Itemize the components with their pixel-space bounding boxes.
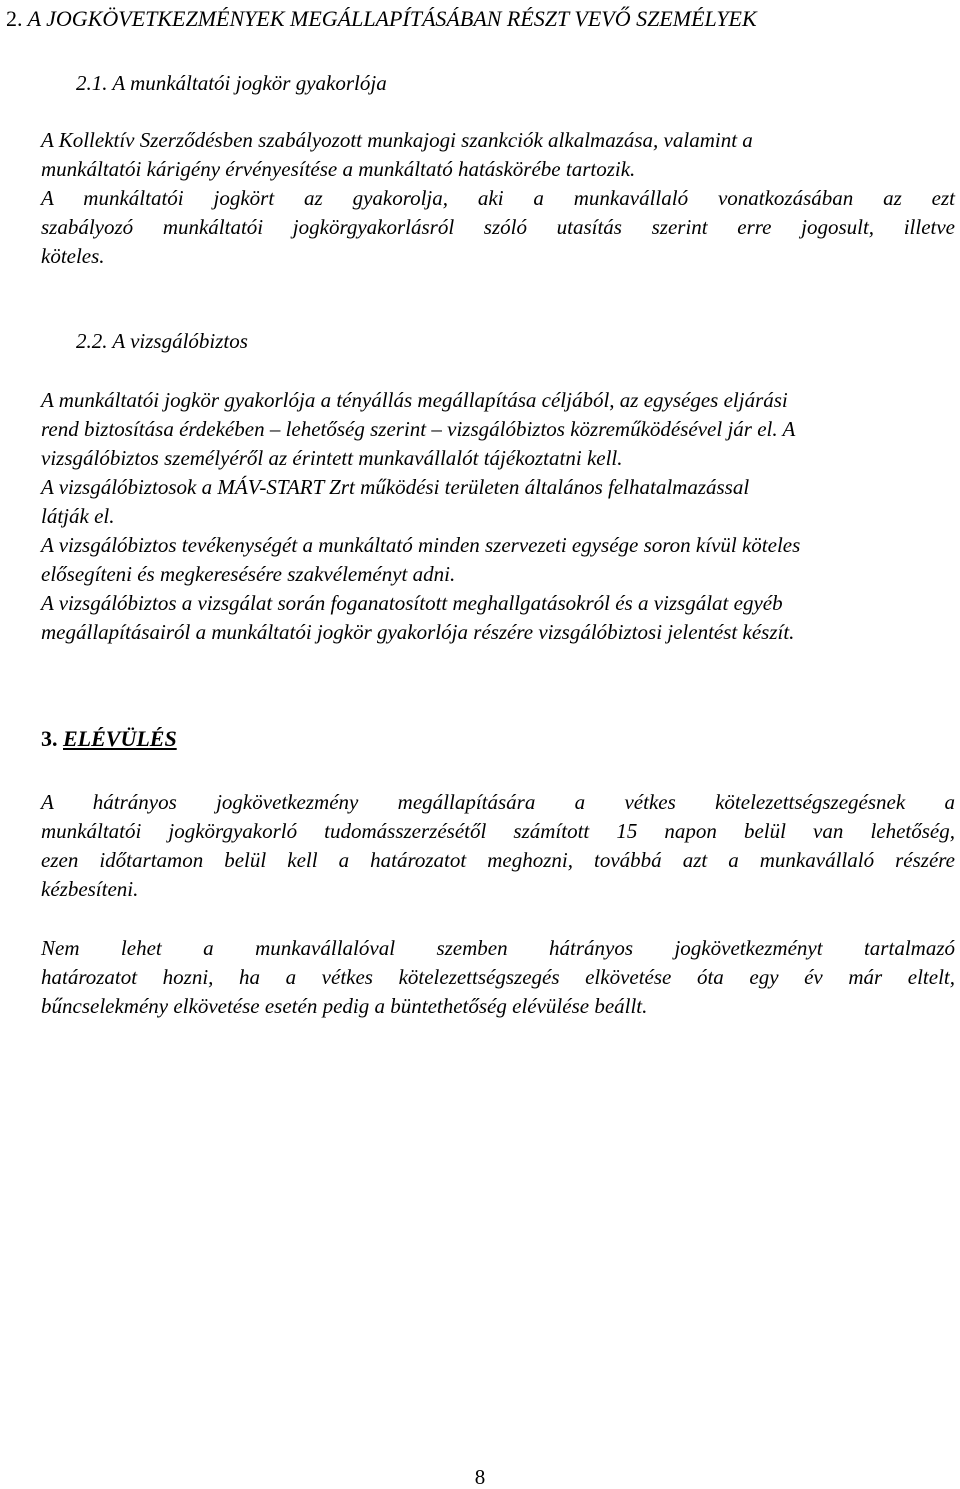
page-number: 8 [474, 1465, 486, 1489]
text-line: A vizsgálóbiztos a vizsgálat során foganatosított meghallgatásokról és a vizsgálat egyéb [41, 591, 783, 615]
text-line: elősegíteni és megkeresésére szakvéleményt adni. [41, 562, 456, 586]
text-line: munkáltatói jogkörgyakorló tudomásszerzésétől számított 15 napon belül van lehetőség, [41, 819, 955, 843]
section-3-paragraph-1 [41, 788, 955, 904]
subsection-2-2-body [41, 386, 955, 647]
text-line: látják el. [41, 504, 115, 528]
section-2-number: 2. [6, 6, 23, 31]
section-2-title: A JOGKÖVETKEZMÉNYEK MEGÁLLAPÍTÁSÁBAN RÉSZT VEVŐ SZEMÉLYEK [27, 6, 757, 31]
text-line: ezen időtartamon belül kell a határozatot meghozni, továbbá azt a munkavállaló részére [41, 848, 955, 872]
text-line: szabályozó munkáltatói jogkörgyakorlásról szóló utasítás szerint erre jogosult, illetve [41, 215, 955, 239]
text-line: megállapításairól a munkáltatói jogkör gyakorlója részére vizsgálóbiztosi jelentést készít. [41, 620, 795, 644]
text-line: A vizsgálóbiztosok a MÁV-START Zrt működési területen általános felhatalmazással [41, 475, 750, 499]
text-line: rend biztosítása érdekében – lehetőség szerint – vizsgálóbiztos közreműködésével jár el. A [41, 417, 796, 441]
subsection-2-1-heading: 2.1. A munkáltatói jogkör gyakorlója [76, 71, 387, 95]
section-3-number: 3. [41, 726, 58, 751]
text-line: határozatot hozni, ha a vétkes kötelezettségszegés elkövetése óta egy év már eltelt, [41, 965, 955, 989]
section-3-paragraph-2 [41, 934, 955, 1021]
text-line: vizsgálóbiztos személyéről az érintett munkavállalót tájékoztatni kell. [41, 446, 623, 470]
text-line: A munkáltatói jogkör gyakorlója a tényállás megállapítása céljából, az egységes eljárási [41, 388, 788, 412]
subsection-2-2-heading: 2.2. A vizsgálóbiztos [76, 329, 248, 353]
text-line: A vizsgálóbiztos tevékenységét a munkáltató minden szervezeti egysége soron kívül köteles [41, 533, 801, 557]
text-line: kézbesíteni. [41, 877, 139, 901]
subsection-2-1-paragraph-1 [41, 126, 955, 184]
section-2-heading [6, 4, 956, 33]
text-line: köteles. [41, 244, 105, 268]
subsection-2-1-paragraph-2 [41, 184, 955, 271]
text-line: A munkáltatói jogkört az gyakorolja, aki a munkavállaló vonatkozásában az ezt [41, 186, 955, 210]
text-line: munkáltatói kárigény érvényesítése a munkáltató hatáskörébe tartozik. [41, 157, 636, 181]
text-line: A hátrányos jogkövetkezmény megállapítására a vétkes kötelezettségszegésnek a [41, 790, 955, 814]
text-line: A Kollektív Szerződésben szabályozott munkajogi szankciók alkalmazása, valamint a [41, 128, 753, 152]
section-3-title: ELÉVÜLÉS [63, 726, 177, 751]
text-line: bűncselekmény elkövetése esetén pedig a büntethetőség elévülése beállt. [41, 994, 648, 1018]
section-3-heading [41, 724, 955, 753]
text-line: Nem lehet a munkavállalóval szemben hátrányos jogkövetkezményt tartalmazó [41, 936, 955, 960]
